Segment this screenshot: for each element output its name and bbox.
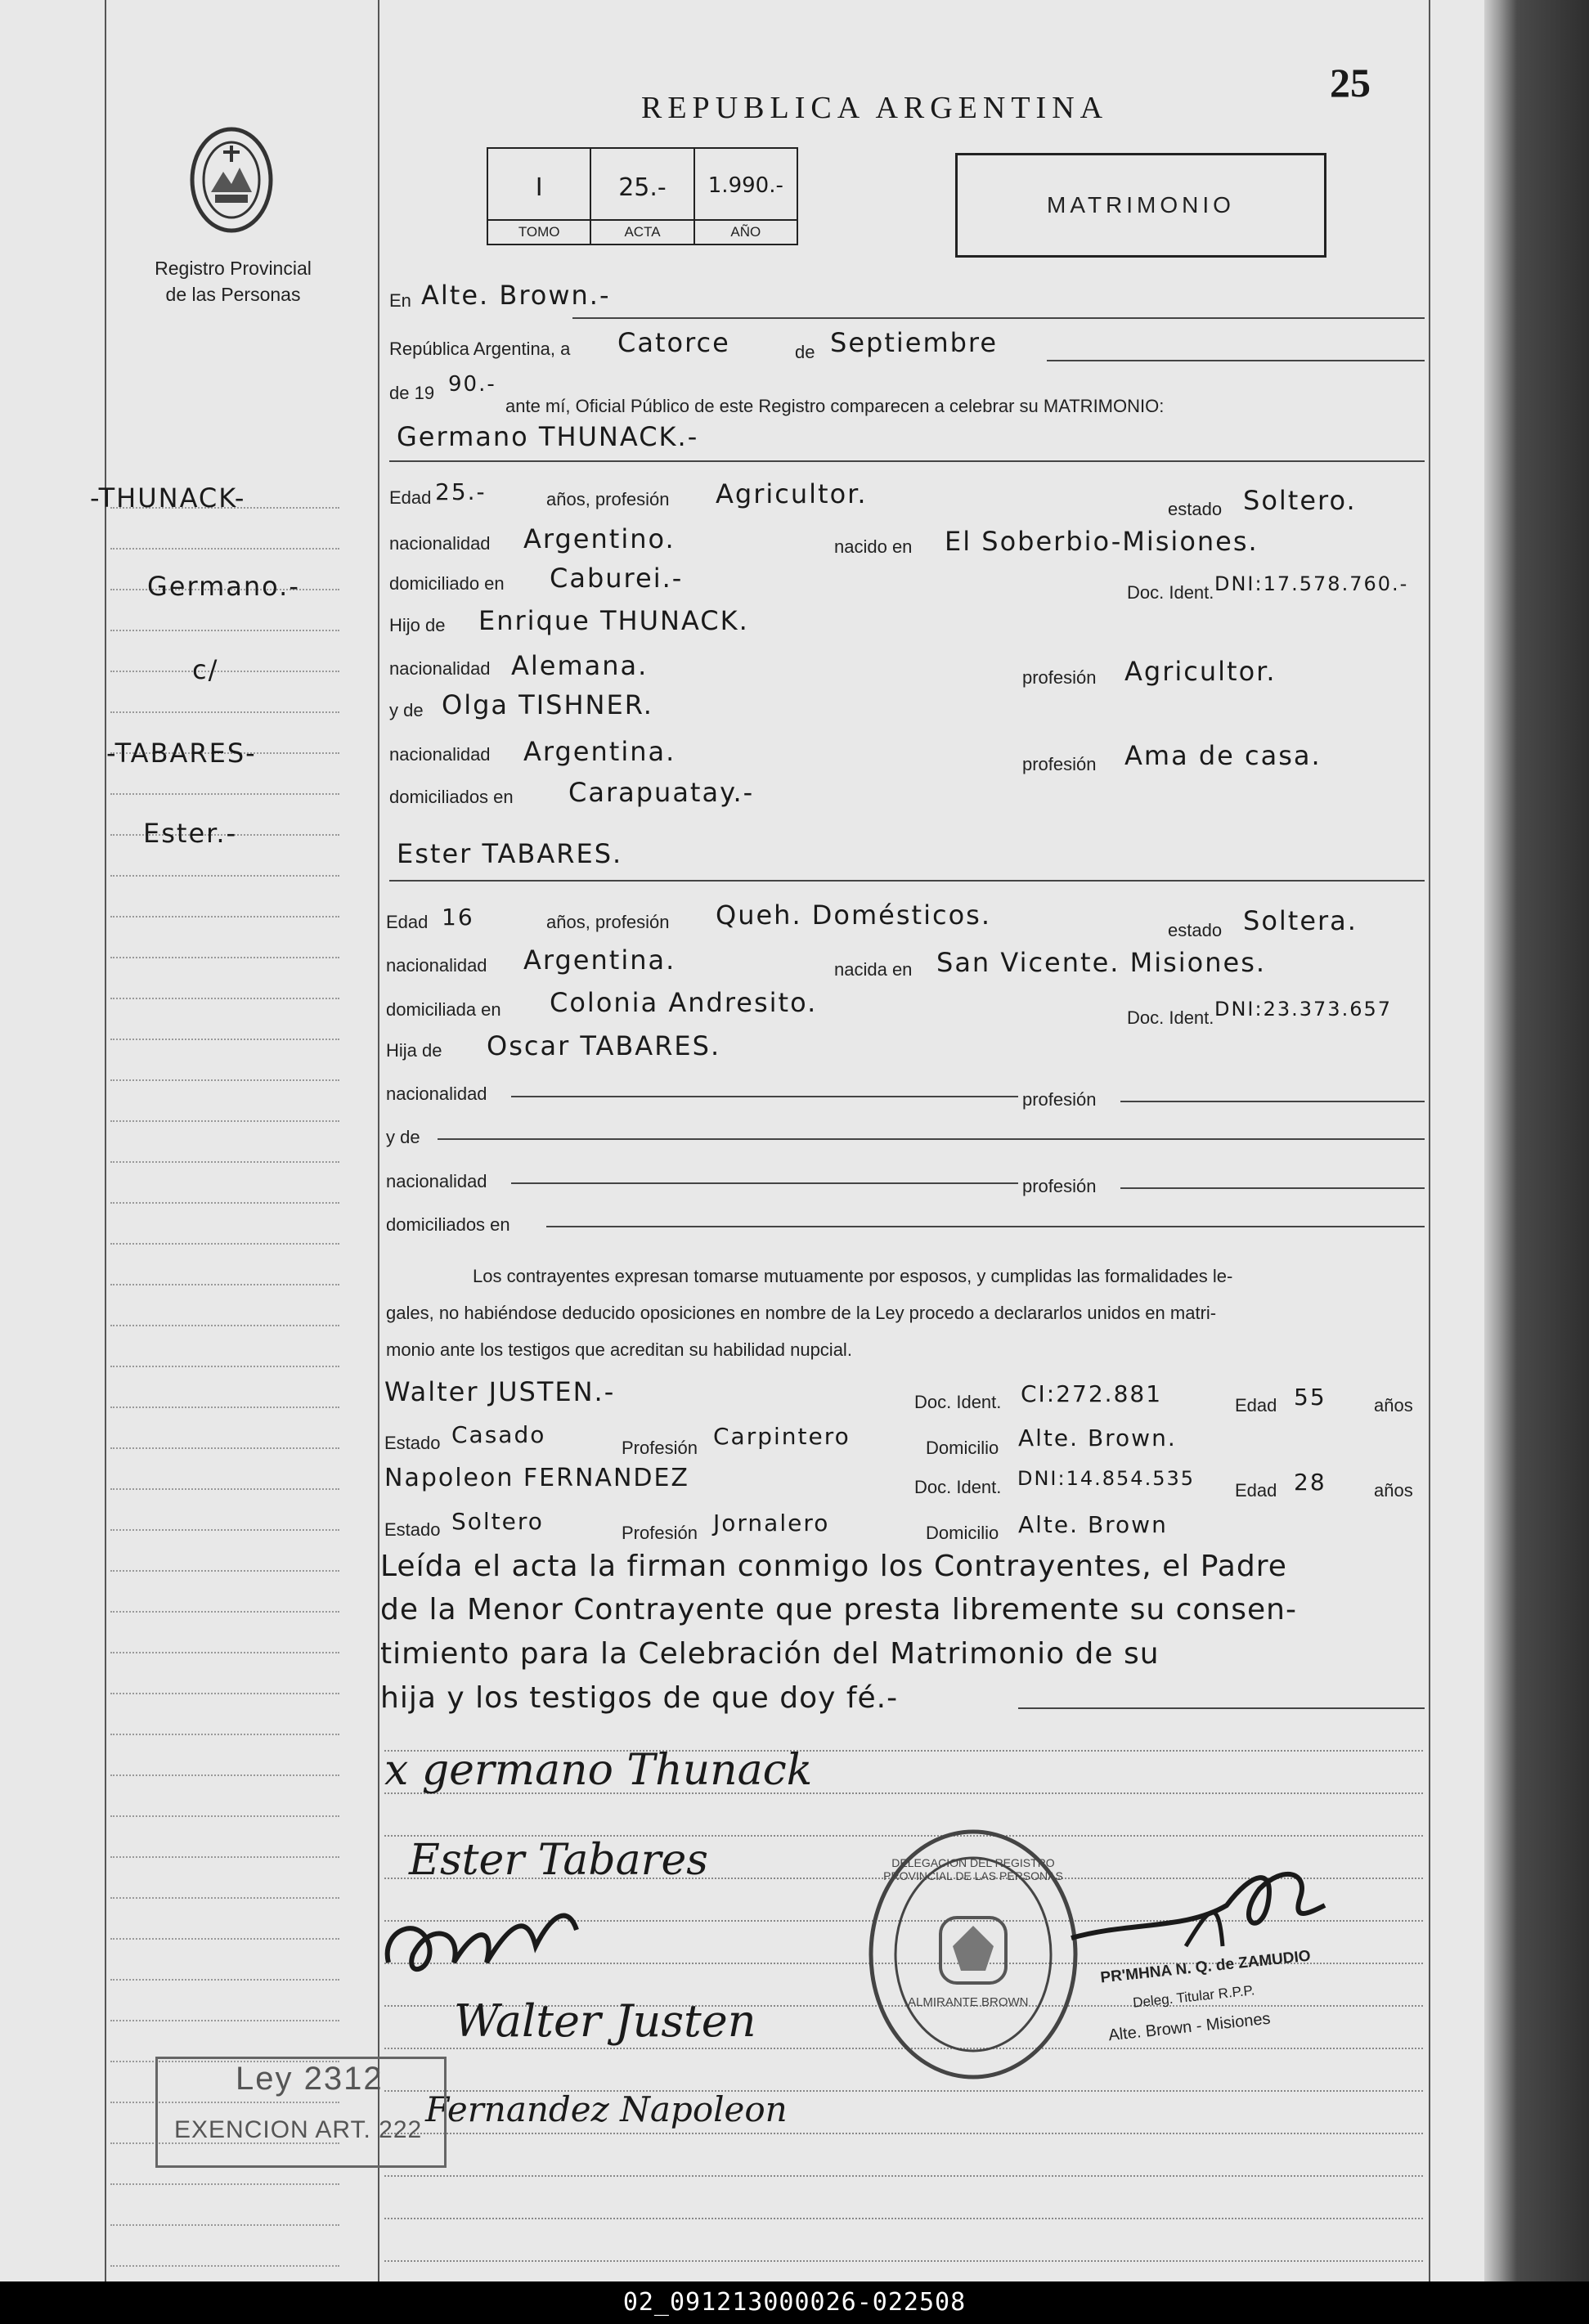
margin-dotted-line xyxy=(110,1529,339,1531)
margin-connector: c/ xyxy=(192,654,219,685)
line-closing-end xyxy=(1018,1707,1425,1709)
official-place: Alte. Brown - Misiones xyxy=(1107,2009,1272,2045)
official-signature-icon xyxy=(1063,1856,1333,1963)
body-dotted-line xyxy=(384,2133,1423,2134)
bride-profession: Queh. Domésticos. xyxy=(716,900,991,931)
bride-nationality: Argentina. xyxy=(523,944,676,976)
witness1-doc-label: Doc. Ident. xyxy=(914,1392,1002,1412)
margin-dotted-line xyxy=(110,1161,339,1163)
line-bride-name xyxy=(389,880,1425,882)
groom-father-profession: Agricultor. xyxy=(1124,656,1277,687)
margin-dotted-line xyxy=(110,1447,339,1449)
margin-dotted-line xyxy=(110,1815,339,1817)
document-type-box: MATRIMONIO xyxy=(955,153,1326,258)
registry-line-1: Registro Provincial xyxy=(155,258,312,279)
margin-dotted-line xyxy=(110,711,339,713)
margin-dotted-line xyxy=(110,1938,339,1940)
official-title: Deleg. Titular R.P.P. xyxy=(1132,1982,1256,2011)
bride-father: Oscar TABARES. xyxy=(487,1030,721,1061)
line-bride-father-prof xyxy=(1120,1101,1425,1102)
official-name: PR'MHNA N. Q. de ZAMUDIO xyxy=(1099,1947,1312,1987)
declaration-line-1: Los contrayentes expresan tomarse mutuamente por esposos, y cumplidas las formalidades le- xyxy=(473,1266,1233,1286)
witness2-signature: Fernandez Napoleon xyxy=(425,2089,788,2129)
ley-text: Ley 2312 xyxy=(236,2061,384,2097)
bride-full-name: Ester TABARES. xyxy=(397,838,623,869)
groom-full-name: Germano THUNACK.- xyxy=(397,421,699,452)
country-title: REPUBLICA ARGENTINA xyxy=(641,91,1109,125)
line-month xyxy=(1047,360,1425,361)
witness2-domicile: Alte. Brown xyxy=(1018,1511,1168,1538)
bride-nationality-label: nacionalidad xyxy=(386,955,487,976)
groom-mother-prof-label: profesión xyxy=(1022,754,1097,774)
witness1-age: 55 xyxy=(1294,1384,1326,1411)
groom-estado-label: estado xyxy=(1168,499,1223,519)
margin-dotted-line xyxy=(110,548,339,550)
margin-dotted-line xyxy=(110,671,339,672)
bride-marital-status: Soltera. xyxy=(1243,905,1358,936)
closing-line-4: hija y los testigos de que doy fé.- xyxy=(380,1681,899,1715)
margin-dotted-line xyxy=(110,1366,339,1367)
margin-dotted-line xyxy=(110,957,339,958)
witness2-doc: DNI:14.854.535 xyxy=(1017,1467,1196,1490)
margin-dotted-line xyxy=(110,2183,339,2185)
groom-parents-dom-label: domiciliados en xyxy=(389,787,514,807)
margin-dotted-line xyxy=(110,1488,339,1490)
bride-anos-label: años, profesión xyxy=(546,912,670,932)
declaration-line-2: gales, no habiéndose deducido oposiciones en nombre de la Ley procedo a declararlos unidos en matri- xyxy=(386,1303,1217,1323)
bride-nacida-label: nacida en xyxy=(834,959,913,980)
witness2-name: Napoleon FERNANDEZ xyxy=(384,1464,689,1492)
book-binding xyxy=(1484,0,1589,2281)
margin-dotted-line xyxy=(110,998,339,999)
tomo-label: TOMO xyxy=(488,219,590,244)
bride-hija-label: Hija de xyxy=(386,1040,442,1061)
margin-dotted-line xyxy=(110,1856,339,1858)
ano-label: AÑO xyxy=(695,219,797,244)
bride-mother-prof-label: profesión xyxy=(1022,1176,1097,1196)
margin-dotted-line xyxy=(110,1407,339,1408)
line-bride-mother-nat xyxy=(511,1182,1018,1184)
margin-dotted-line xyxy=(110,1202,339,1204)
round-seal-inner-text: ALMIRANTE BROWN xyxy=(908,1995,1029,2009)
margin-dotted-line xyxy=(110,1897,339,1899)
ano-value: 1.990.- xyxy=(707,173,783,198)
body-dotted-line xyxy=(384,2260,1423,2262)
margin-dotted-line xyxy=(110,1570,339,1572)
groom-nationality-label: nacionalidad xyxy=(389,533,491,554)
registry-line-2: de las Personas xyxy=(165,284,301,305)
bride-doc: DNI:23.373.657 xyxy=(1214,998,1393,1021)
groom-doc: DNI:17.578.760.- xyxy=(1214,572,1409,595)
tomo-value: I xyxy=(535,173,543,202)
bride-father-nat-label: nacionalidad xyxy=(386,1083,487,1104)
image-code-bar xyxy=(0,2281,1589,2324)
margin-dotted-line xyxy=(110,793,339,795)
year-suffix: 90.- xyxy=(448,372,496,397)
groom-parents-domicile: Carapuatay.- xyxy=(568,777,755,808)
margin-dotted-line xyxy=(110,1243,339,1245)
bride-domicile-label: domiciliada en xyxy=(386,999,501,1020)
margin-groom-surname: -THUNACK- xyxy=(90,482,246,514)
tomo-cell xyxy=(488,149,591,244)
acta-cell xyxy=(591,149,694,244)
bride-signature: Ester Tabares xyxy=(409,1836,708,1885)
witness2-age: 28 xyxy=(1294,1469,1326,1496)
margin-dotted-line xyxy=(110,1774,339,1776)
groom-nationality: Argentino. xyxy=(523,523,676,554)
groom-signature: x germano Thunack xyxy=(384,1746,813,1795)
witness1-estado-label: Estado xyxy=(384,1433,441,1453)
groom-edad-label: Edad xyxy=(389,487,432,508)
register-box xyxy=(487,147,798,245)
groom-domicile: Caburei.- xyxy=(550,563,684,594)
body-dotted-line xyxy=(384,2218,1423,2219)
margin-dotted-line xyxy=(110,1039,339,1040)
margin-groom-name: Germano.- xyxy=(147,571,300,602)
margin-rule xyxy=(105,0,106,2281)
line-bride-father-nat xyxy=(511,1096,1018,1097)
bride-domicile: Colonia Andresito. xyxy=(550,987,818,1018)
closing-line-1: Leída el acta la firman conmigo los Contrayentes, el Padre xyxy=(380,1550,1287,1583)
margin-dotted-line xyxy=(110,1325,339,1326)
bride-doc-label: Doc. Ident. xyxy=(1127,1007,1214,1028)
bride-estado-label: estado xyxy=(1168,920,1223,940)
bride-birthplace: San Vicente. Misiones. xyxy=(936,947,1267,978)
margin-bride-surname: -TABARES- xyxy=(106,738,257,769)
place: Alte. Brown.- xyxy=(421,280,611,311)
groom-anos-label: años, profesión xyxy=(546,489,670,509)
closing-line-2: de la Menor Contrayente que presta libremente su consen- xyxy=(380,1593,1297,1626)
margin-dotted-line xyxy=(110,1284,339,1285)
groom-yde-label: y de xyxy=(389,700,424,720)
bride-yde-label: y de xyxy=(386,1127,420,1147)
margin-dotted-line xyxy=(110,2224,339,2226)
margin-dotted-line xyxy=(110,1693,339,1694)
margin-dotted-line xyxy=(110,916,339,917)
groom-doc-label: Doc. Ident. xyxy=(1127,582,1214,603)
day: Catorce xyxy=(617,327,730,358)
groom-father-nationality: Alemana. xyxy=(511,650,649,681)
witness2-prof-label: Profesión xyxy=(622,1523,698,1543)
groom-profession: Agricultor. xyxy=(716,478,868,509)
groom-hijo-label: Hijo de xyxy=(389,615,446,635)
groom-mother-nationality: Argentina. xyxy=(523,736,676,767)
ano-cell xyxy=(695,149,797,244)
line-groom-name xyxy=(389,460,1425,462)
witness-signature: Walter Justen xyxy=(454,1995,756,2047)
witness2-edad-label: Edad xyxy=(1235,1480,1277,1501)
witness1-anos-label: años xyxy=(1374,1395,1413,1415)
line-bride-parents-dom xyxy=(546,1226,1425,1227)
margin-dotted-line xyxy=(110,2265,339,2267)
groom-age: 25.- xyxy=(435,478,487,505)
round-seal-text: DELEGACION DEL REGISTRO PROVINCIAL DE LAS PERSONAS xyxy=(883,1856,1063,1882)
bride-parents-dom-label: domiciliados en xyxy=(386,1214,510,1235)
body-dotted-line xyxy=(384,2175,1423,2177)
groom-mother: Olga TISHNER. xyxy=(442,689,653,720)
republica-label: República Argentina, a xyxy=(389,339,571,359)
closing-line-3: timiento para la Celebración del Matrimonio de su xyxy=(380,1637,1160,1671)
groom-marital-status: Soltero. xyxy=(1243,485,1357,516)
line-bride-mother xyxy=(438,1138,1425,1140)
groom-birthplace: El Soberbio-Misiones. xyxy=(945,526,1259,557)
groom-nacido-label: nacido en xyxy=(834,536,913,557)
witness2-estado-label: Estado xyxy=(384,1519,441,1540)
margin-dotted-line xyxy=(110,2020,339,2021)
witness2-dom-label: Domicilio xyxy=(926,1523,999,1543)
registry-name xyxy=(135,255,331,307)
witness1-doc: CI:272.881 xyxy=(1021,1380,1163,1407)
margin-dotted-line xyxy=(110,875,339,877)
witness2-doc-label: Doc. Ident. xyxy=(914,1477,1002,1497)
provincial-seal-icon xyxy=(186,123,276,237)
margin-dotted-line xyxy=(110,1979,339,1981)
groom-mother-nat-label: nacionalidad xyxy=(389,744,491,765)
en-label: En xyxy=(389,290,411,311)
groom-father: Enrique THUNACK. xyxy=(478,605,749,636)
groom-father-prof-label: profesión xyxy=(1022,667,1097,688)
witness1-domicile: Alte. Brown. xyxy=(1018,1424,1177,1451)
witness1-profession: Carpintero xyxy=(713,1423,851,1450)
witness1-edad-label: Edad xyxy=(1235,1395,1277,1415)
exencion-text: EXENCION ART. 222 xyxy=(174,2116,423,2143)
groom-domicile-label: domiciliado en xyxy=(389,573,505,594)
declaration-line-3: monio ante los testigos que acreditan su habilidad nupcial. xyxy=(386,1339,852,1360)
acta-label: ACTA xyxy=(591,219,693,244)
line-place xyxy=(572,317,1425,319)
witness1-prof-label: Profesión xyxy=(622,1438,698,1458)
margin-dotted-line xyxy=(110,1734,339,1735)
appear-text: ante mí, Oficial Público de este Registro comparecen a celebrar su MATRIMONIO: xyxy=(505,396,1165,416)
margin-dotted-line xyxy=(110,630,339,631)
de-label: de xyxy=(795,342,815,362)
bride-father-prof-label: profesión xyxy=(1022,1089,1097,1110)
father-signature-icon xyxy=(372,1897,593,1995)
margin-dotted-line xyxy=(110,1611,339,1613)
page-number: 25 xyxy=(1330,60,1371,105)
margin-bride-name: Ester.- xyxy=(143,818,238,849)
image-code: 02_091213000026-022508 xyxy=(622,2288,967,2317)
line-bride-mother-prof xyxy=(1120,1187,1425,1189)
bride-mother-nat-label: nacionalidad xyxy=(386,1171,487,1191)
month: Septiembre xyxy=(830,327,999,358)
groom-mother-profession: Ama de casa. xyxy=(1124,740,1322,771)
groom-father-nat-label: nacionalidad xyxy=(389,658,491,679)
bride-edad-label: Edad xyxy=(386,912,429,932)
year-prefix: de 19 xyxy=(389,383,435,403)
body-rule-right xyxy=(1429,0,1430,2281)
witness2-status: Soltero xyxy=(451,1508,544,1535)
witness1-dom-label: Domicilio xyxy=(926,1438,999,1458)
witness1-status: Casado xyxy=(451,1421,546,1448)
bride-age: 16 xyxy=(442,904,474,931)
acta-value: 25.- xyxy=(618,173,667,202)
margin-dotted-line xyxy=(110,1652,339,1653)
margin-dotted-line xyxy=(110,1120,339,1122)
witness2-profession: Jornalero xyxy=(713,1510,830,1537)
witness1-name: Walter JUSTEN.- xyxy=(384,1376,616,1407)
witness2-anos-label: años xyxy=(1374,1480,1413,1501)
margin-dotted-line xyxy=(110,1079,339,1081)
exemption-stamp xyxy=(155,2057,447,2168)
